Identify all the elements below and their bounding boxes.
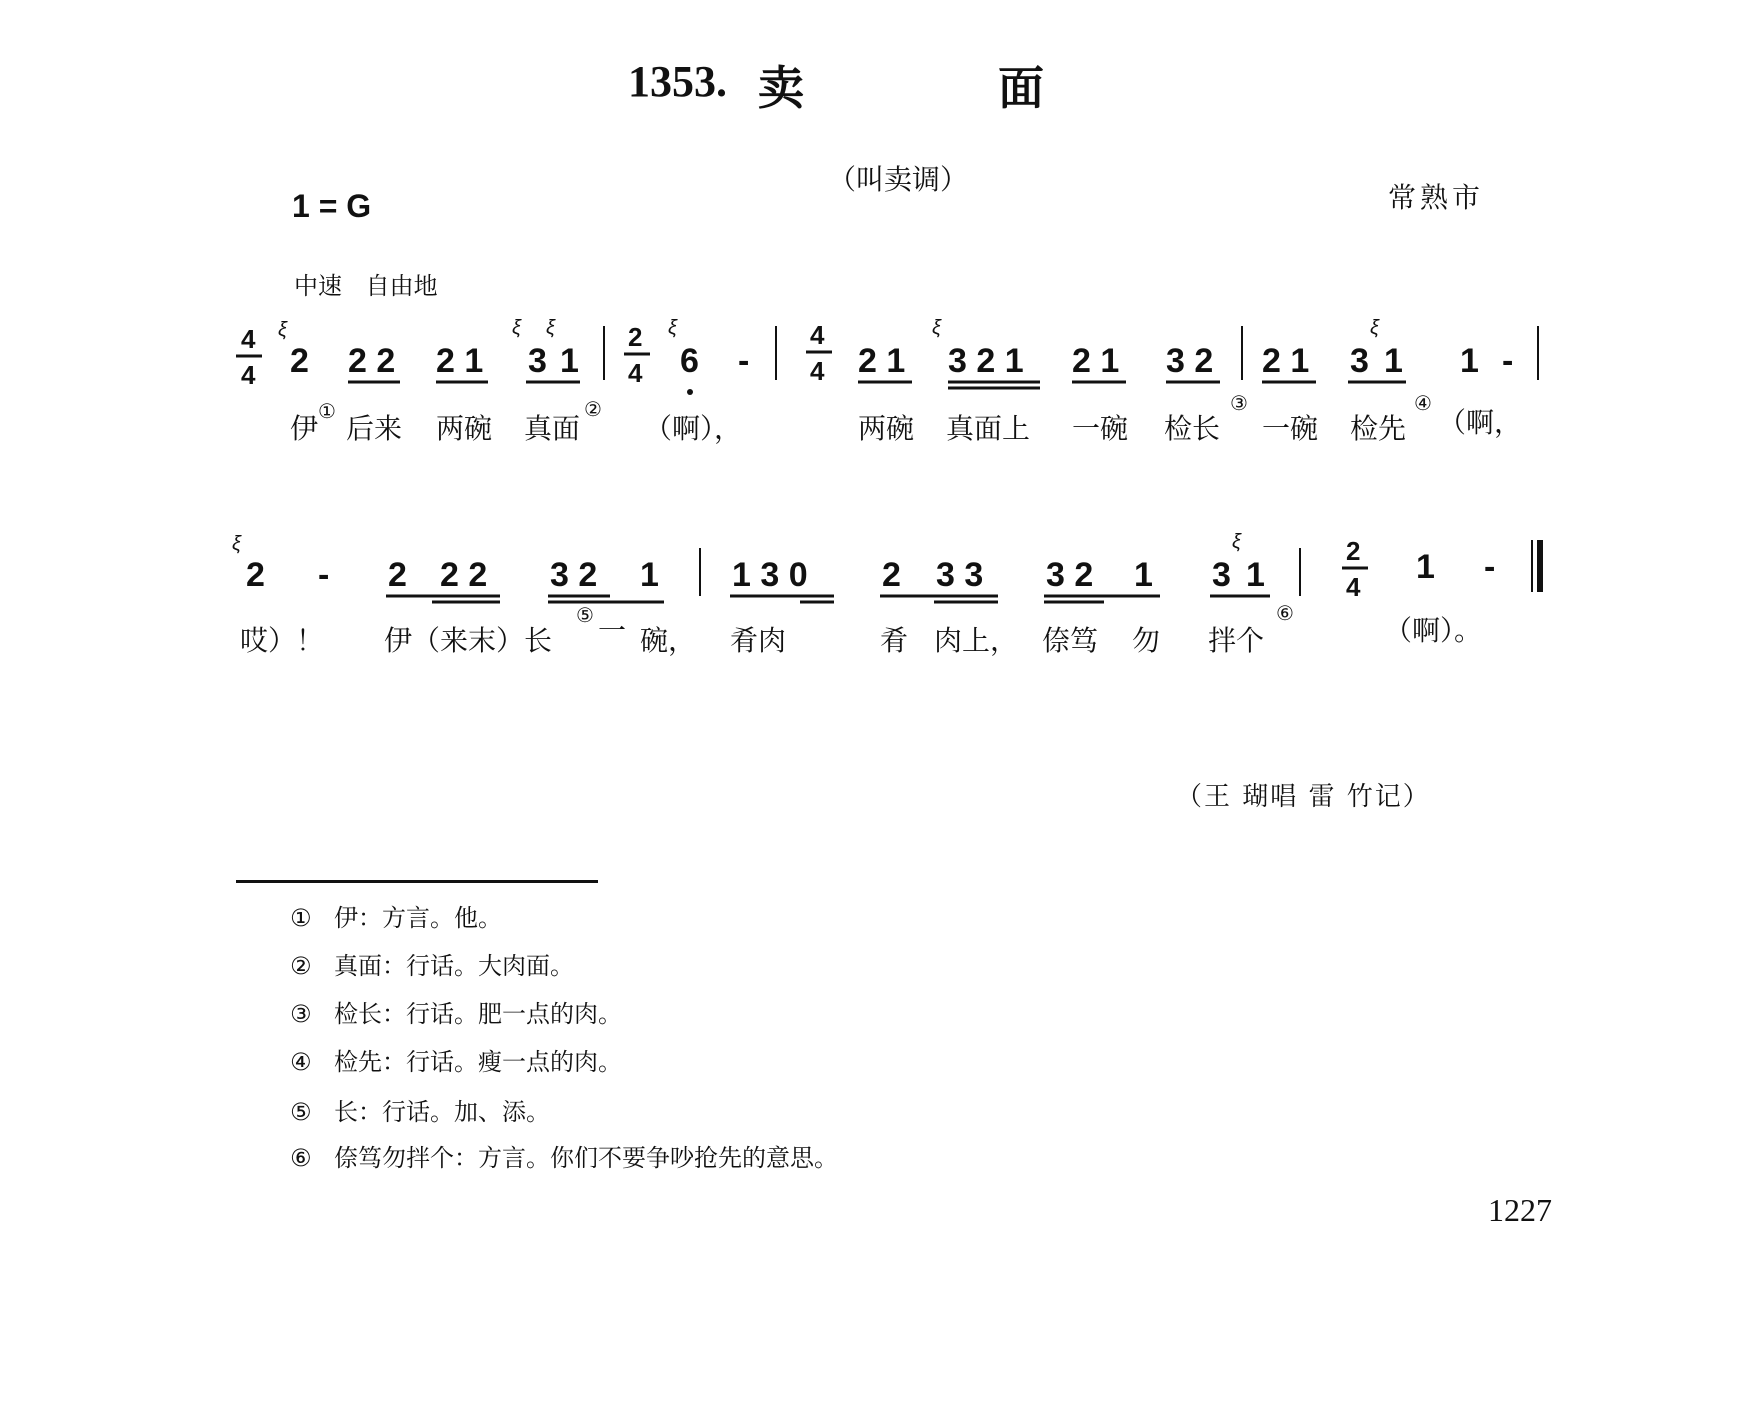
time-signature-top: 4 — [241, 324, 256, 354]
credit-line: （王 瑚唱 雷 竹记） — [1176, 782, 1431, 812]
note: 2 — [246, 556, 265, 594]
footnote-text: 检长：行话。肥一点的肉。 — [334, 1000, 622, 1028]
footnote-item — [290, 1138, 838, 1173]
lyric: 肉上， — [934, 624, 1019, 657]
footnote-mark: ① — [290, 904, 312, 932]
lyric: 伊 — [290, 412, 319, 445]
note: - — [318, 556, 330, 594]
footnote-text: 真面：行话。大肉面。 — [334, 952, 574, 980]
footnote-mark: ② — [584, 397, 602, 421]
footnote-item — [290, 994, 622, 1029]
note: 3 — [1350, 342, 1369, 380]
subtitle: （叫卖调） — [828, 163, 969, 196]
note: 3 2 — [1046, 556, 1094, 594]
svg-text:ξ: ξ — [546, 317, 555, 339]
note: 3 — [528, 342, 547, 380]
footnote-item — [290, 1092, 550, 1127]
note: 2 — [290, 342, 309, 380]
time-signature-top: 2 — [1346, 536, 1361, 566]
lyric: 一碗 — [1262, 412, 1319, 445]
lyric: 两碗 — [436, 412, 493, 445]
lyric: 真面上 — [946, 412, 1031, 445]
lyric: （啊， — [1438, 406, 1523, 439]
footnote-mark: ② — [290, 952, 312, 980]
note: 1 — [1134, 556, 1153, 594]
lyric: 勿 — [1132, 624, 1161, 657]
note: 1 — [560, 342, 579, 380]
footnote-mark: ⑥ — [290, 1144, 312, 1172]
note: 3 3 — [936, 556, 984, 594]
lyric: 检先 — [1350, 412, 1407, 445]
note: - — [1484, 548, 1496, 586]
tempo-marking: 中速 自由地 — [294, 272, 438, 300]
lyric: （啊）， — [644, 412, 743, 445]
origin-place: 常熟市 — [1388, 181, 1485, 214]
lyric: 倷笃 — [1042, 624, 1099, 657]
lyric: 一碗 — [1072, 412, 1129, 445]
lyric: 后来 — [346, 412, 403, 445]
lyric: 肴 — [880, 624, 909, 657]
lyric: 检长 — [1164, 412, 1221, 445]
note: 2 2 — [440, 556, 488, 594]
note: 3 — [1212, 556, 1231, 594]
note: 1 — [1384, 342, 1403, 380]
note: 2 1 — [1262, 342, 1310, 380]
footnote-item — [290, 898, 502, 933]
footnote-mark: ① — [318, 399, 336, 423]
note: 1 — [1246, 556, 1265, 594]
note: 6 — [680, 342, 699, 380]
svg-text:ξ: ξ — [512, 317, 521, 339]
time-signature-top: 4 — [810, 320, 825, 350]
svg-text:ξ: ξ — [232, 533, 241, 555]
note: 3 2 1 — [948, 342, 1024, 380]
lyric: 拌个 — [1208, 624, 1265, 657]
lyric: 肴肉 — [730, 624, 787, 657]
note: - — [1502, 342, 1514, 380]
note: 1 — [1460, 342, 1479, 380]
footnote-text: 倷笃勿拌个：方言。你们不要争吵抢先的意思。 — [334, 1144, 838, 1172]
svg-text:ξ: ξ — [278, 319, 287, 341]
note: 2 1 — [436, 342, 484, 380]
key-signature: 1 = G — [292, 188, 372, 224]
note: 2 2 — [348, 342, 396, 380]
svg-text:ξ: ξ — [932, 317, 941, 339]
footnote-mark: ⑤ — [290, 1098, 312, 1126]
footnote-mark: ④ — [290, 1048, 312, 1076]
title-number: 1353. — [628, 57, 727, 106]
footnote-mark: ③ — [1230, 391, 1248, 415]
footnote-mark: ③ — [290, 1000, 312, 1028]
footnote-text: 长：行话。加、添。 — [334, 1098, 550, 1126]
note: 3 2 — [550, 556, 598, 594]
title-char-1: 卖 — [758, 61, 804, 115]
note: - — [738, 342, 750, 380]
lyric: 伊（来末）长 — [384, 624, 553, 657]
note: 2 — [882, 556, 901, 594]
lyric: 两碗 — [858, 412, 915, 445]
note: 2 1 — [858, 342, 906, 380]
page-number: 1227 — [1488, 1192, 1552, 1228]
footnote-item — [290, 1042, 622, 1077]
footnote-mark: ⑥ — [1276, 601, 1294, 625]
time-signature-bottom: 4 — [241, 360, 256, 390]
time-signature-top: 2 — [628, 322, 643, 352]
note: 1 3 0 — [732, 556, 808, 594]
lyric: 碗， — [640, 624, 697, 657]
score-line-1 — [236, 317, 1538, 445]
title-char-2: 面 — [998, 61, 1044, 115]
footnote-text: 检先：行话。瘦一点的肉。 — [334, 1048, 622, 1076]
svg-text:ξ: ξ — [1370, 317, 1379, 339]
time-signature-bottom: 4 — [628, 358, 643, 388]
note: 2 1 — [1072, 342, 1120, 380]
svg-text:ξ: ξ — [668, 317, 677, 339]
note: 3 2 — [1166, 342, 1214, 380]
footnote-text: 伊：方言。他。 — [334, 904, 502, 932]
note: 1 — [640, 556, 659, 594]
svg-text:ξ: ξ — [1232, 531, 1241, 553]
footnote-divider — [236, 880, 598, 883]
time-signature-bottom: 4 — [810, 356, 825, 386]
score-line-2 — [232, 531, 1540, 657]
note: 1 — [1416, 548, 1435, 586]
lyric: 一 — [598, 614, 627, 647]
footnote-item — [290, 946, 574, 981]
note: 2 — [388, 556, 407, 594]
lyric: （啊）。 — [1384, 614, 1483, 647]
time-signature-bottom: 4 — [1346, 572, 1361, 602]
footnote-mark: ⑤ — [576, 603, 594, 627]
lyric: 真面 — [524, 412, 581, 445]
lyric: 哎）！ — [240, 624, 325, 657]
footnote-mark: ④ — [1414, 391, 1432, 415]
